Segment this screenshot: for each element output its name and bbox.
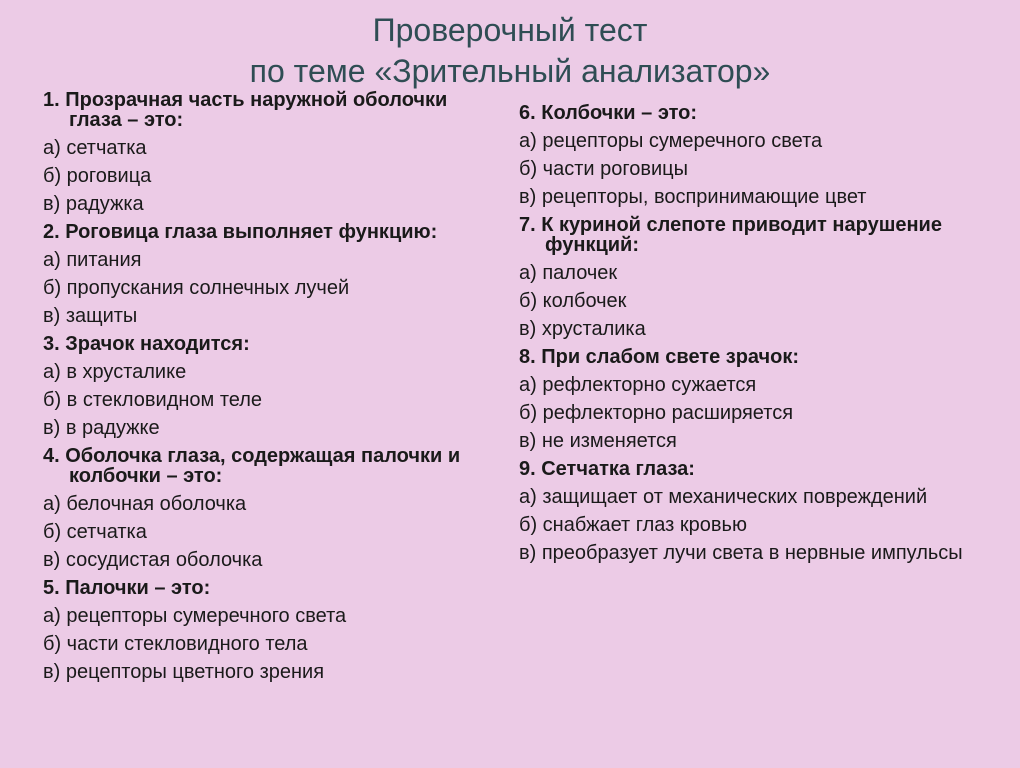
title-line-2: по теме «Зрительный анализатор» — [249, 53, 771, 89]
question-1-option-a: а) сетчатка — [43, 137, 147, 159]
question-2-option-a: а) питания — [43, 249, 142, 271]
left-question-column — [43, 90, 493, 690]
question-9: 9. Сетчатка глаза: — [519, 458, 695, 480]
question-6-option-a: а) рецепторы сумеречного света — [519, 130, 823, 152]
question-7-option-a: а) палочек — [519, 262, 618, 284]
question-2-option-b: б) пропускания солнечных лучей — [43, 277, 350, 299]
question-1-option-b: б) роговица — [43, 165, 152, 187]
question-block-4 — [43, 446, 493, 570]
question-4-option-c: в) сосудистая оболочка — [43, 549, 263, 571]
question-6-option-c: в) рецепторы, воспринимающие цвет — [519, 186, 867, 208]
question-7: 7. К куриной слепоте приводит нарушение функций: — [519, 214, 942, 256]
question-8-option-c: в) не изменяется — [519, 430, 677, 452]
question-block-8 — [519, 347, 989, 451]
question-9-option-c: в) преобразует лучи света в нервные импульсы — [519, 542, 963, 564]
question-8-option-a: а) рефлекторно сужается — [519, 374, 757, 396]
question-block-3 — [43, 334, 493, 438]
question-2: 2. Роговица глаза выполняет функцию: — [43, 221, 438, 243]
right-question-column — [519, 103, 989, 571]
question-4: 4. Оболочка глаза, содержащая палочки и колбочки – это: — [43, 445, 461, 487]
question-4-option-b: б) сетчатка — [43, 521, 147, 543]
question-2-option-c: в) защиты — [43, 305, 138, 327]
question-9-option-a: а) защищает от механических повреждений — [519, 486, 928, 508]
question-5-option-b: б) части стекловидного тела — [43, 633, 308, 655]
question-4-option-a: а) белочная оболочка — [43, 493, 247, 515]
question-5-option-c: в) рецепторы цветного зрения — [43, 661, 325, 683]
question-9-option-b: б) снабжает глаз кровью — [519, 514, 747, 536]
question-7-option-c: в) хрусталика — [519, 318, 646, 340]
question-3-option-b: б) в стекловидном теле — [43, 389, 263, 411]
question-3: 3. Зрачок находится: — [43, 333, 250, 355]
question-1: 1. Прозрачная часть наружной оболочки глаза – это: — [43, 89, 448, 131]
question-6-option-b: б) части роговицы — [519, 158, 688, 180]
question-block-6 — [519, 103, 989, 207]
slide-title — [0, 10, 1020, 92]
question-block-1 — [43, 90, 493, 214]
question-3-option-c: в) в радужке — [43, 417, 160, 439]
question-5-option-a: а) рецепторы сумеречного света — [43, 605, 347, 627]
question-8-option-b: б) рефлекторно расширяется — [519, 402, 794, 424]
question-5: 5. Палочки – это: — [43, 577, 211, 599]
question-block-5 — [43, 578, 493, 682]
question-7-option-b: б) колбочек — [519, 290, 627, 312]
question-block-7 — [519, 215, 989, 339]
question-3-option-a: а) в хрусталике — [43, 361, 187, 383]
question-block-2 — [43, 222, 493, 326]
question-1-option-c: в) радужка — [43, 193, 144, 215]
question-block-9 — [519, 459, 989, 563]
question-8: 8. При слабом свете зрачок: — [519, 346, 800, 368]
question-6: 6. Колбочки – это: — [519, 102, 698, 124]
title-line-1: Проверочный тест — [372, 12, 648, 48]
